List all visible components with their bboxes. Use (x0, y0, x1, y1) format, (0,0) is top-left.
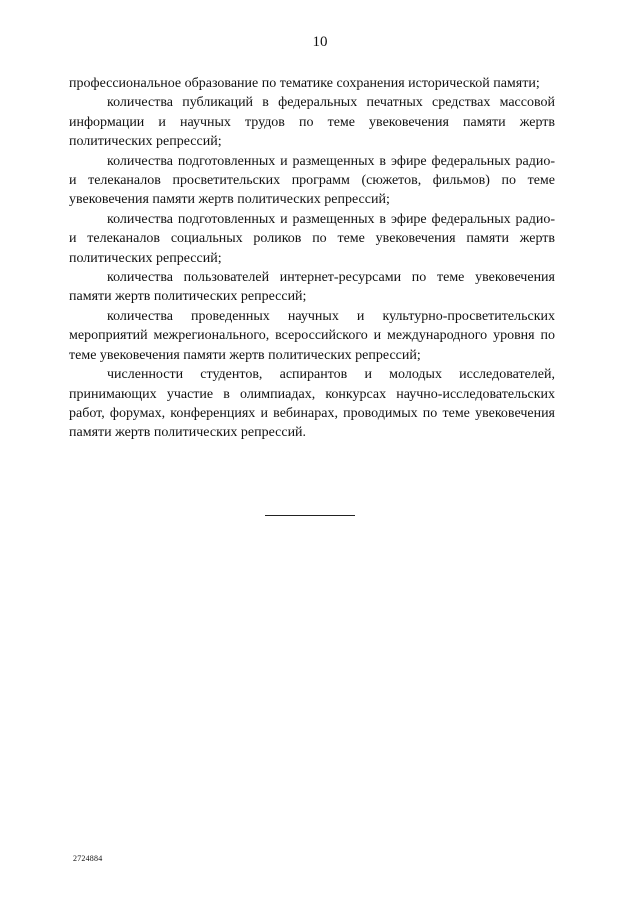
page-number: 10 (312, 34, 328, 50)
paragraph-participants: численности студентов, аспирантов и молодых исследователей, принимающих участие в олимпиадах, конкурсах научно-исследовательских работ, форумах, конференциях и вебинарах, проводимых по теме увековечения памяти жертв политических репрессий. (69, 367, 555, 441)
end-divider (265, 515, 355, 516)
document-code: 2724884 (73, 854, 103, 863)
paragraph-publications: количества публикаций в федеральных печатных средствах массовой информации и научных трудов по теме увековечения памяти жертв политических репрессий; (69, 95, 555, 150)
paragraph-continuation: профессиональное образование по тематике сохранения исторической памяти; (69, 76, 540, 91)
document-body (69, 74, 555, 443)
paragraph-events: количества проведенных научных и культурно-просветительских мероприятий межрегионального, всероссийского и международного уровня по теме увековечения памяти жертв политических репрессий; (69, 308, 555, 363)
paragraph-programs: количества подготовленных и размещенных в эфире федеральных радио- и телеканалов просветительских программ (сюжетов, фильмов) по теме увековечения памяти жертв политических репрессий; (69, 153, 555, 208)
paragraph-internet-users: количества пользователей интернет-ресурсами по теме увековечения памяти жертв политических репрессий; (69, 270, 555, 305)
paragraph-social-videos: количества подготовленных и размещенных в эфире федеральных радио- и телеканалов социальных роликов по теме увековечения памяти жертв политических репрессий; (69, 211, 555, 266)
